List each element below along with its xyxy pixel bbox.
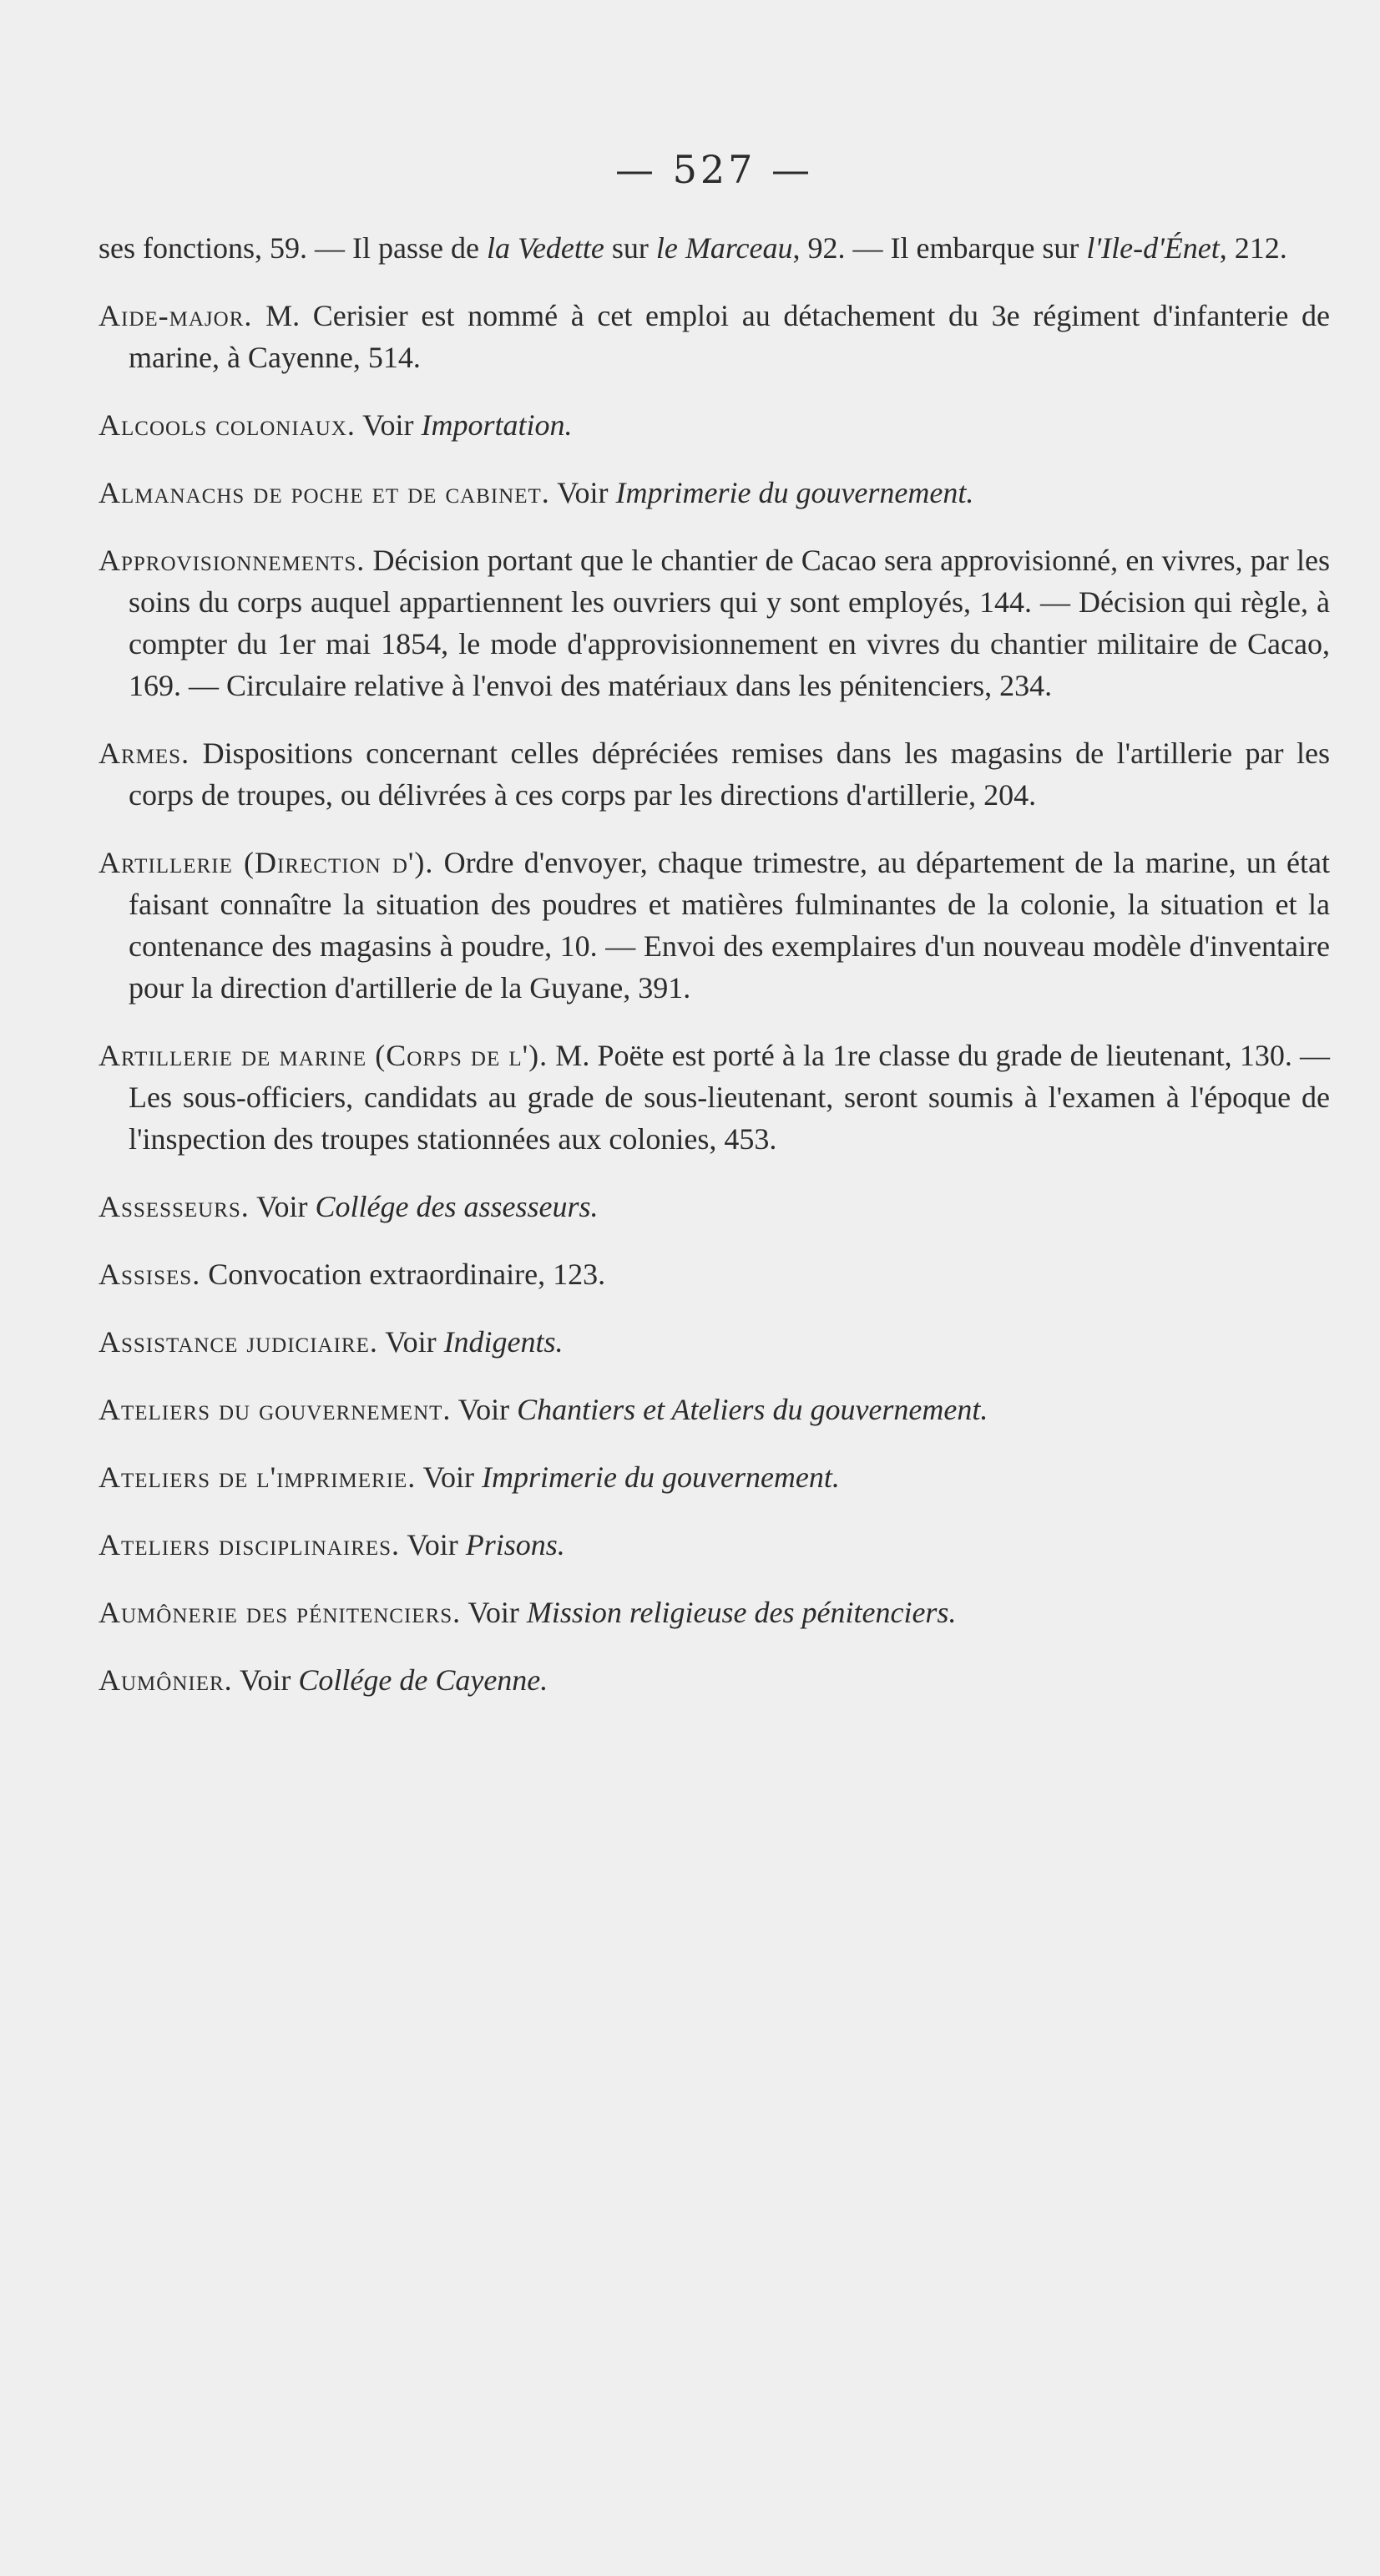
entry-heading: Assesseurs.: [99, 1190, 250, 1223]
cross-reference: Collége des assesseurs.: [315, 1190, 599, 1223]
index-entry: [99, 472, 1330, 514]
cross-reference: Imprimerie du gouvernement.: [482, 1460, 840, 1494]
index-entry: [99, 1253, 1330, 1295]
index-entries: [99, 227, 1330, 1701]
entry-text: M. Cerisier est nommé à cet emploi au détachement du 3e régiment d'infanterie de marine, à Cayenne, 514.: [129, 299, 1330, 374]
entry-heading: Aide-major.: [99, 299, 253, 332]
entry-text: Voir: [249, 1190, 316, 1223]
entry-text: Voir: [451, 1393, 518, 1426]
cross-reference: Prisons.: [465, 1528, 565, 1561]
cross-reference: Indigents.: [443, 1325, 564, 1359]
index-entry: [99, 1524, 1330, 1566]
entry-heading: Ateliers de l'imprimerie.: [99, 1460, 417, 1494]
cross-reference: Mission religieuse des pénitenciers.: [526, 1596, 957, 1629]
index-entry: [99, 227, 1330, 269]
entry-heading: Aumônier.: [99, 1663, 233, 1697]
index-entry: [99, 1456, 1330, 1498]
entry-text: Voir: [400, 1528, 466, 1561]
cross-reference: la Vedette: [486, 231, 604, 265]
entry-text: Voir: [377, 1325, 444, 1359]
index-entry: [99, 1389, 1330, 1430]
cross-reference: Importation.: [421, 408, 573, 442]
entry-text: Voir: [461, 1596, 527, 1629]
index-entry: [99, 539, 1330, 706]
entry-heading: Approvisionnements.: [99, 544, 366, 577]
entry-heading: Aumônerie des pénitenciers.: [99, 1596, 462, 1629]
cross-reference: Chantiers et Ateliers du gouvernement.: [517, 1393, 988, 1426]
entry-text: Voir: [355, 408, 422, 442]
index-entry: [99, 1186, 1330, 1227]
cross-reference: Imprimerie du gouvernement.: [615, 476, 974, 509]
entry-text: , 92. — Il embarque sur: [792, 231, 1087, 265]
entry-text: sur: [604, 231, 656, 265]
entry-text: Voir: [416, 1460, 483, 1494]
index-entry: [99, 1592, 1330, 1633]
index-entry: [99, 1659, 1330, 1701]
entry-heading: Almanachs de poche et de cabinet.: [99, 476, 550, 509]
entry-text: ses fonctions, 59. — Il passe de: [99, 231, 487, 265]
index-entry: [99, 1321, 1330, 1363]
entry-text: , 212.: [1219, 231, 1287, 265]
index-entry: [99, 295, 1330, 378]
index-entry: [99, 1035, 1330, 1160]
page-number: — 527 —: [614, 147, 814, 192]
entry-heading: Ateliers du gouvernement.: [99, 1393, 452, 1426]
entry-text: Dispositions concernant celles dépréciées remises dans les magasins de l'artillerie par les corps de troupes, ou délivrées à ces corps par les directions d'artillerie, 204.: [129, 736, 1330, 812]
index-entry: [99, 404, 1330, 446]
index-entry: [99, 732, 1330, 816]
entry-heading: Assises.: [99, 1258, 201, 1291]
entry-heading: Assistance judiciaire.: [99, 1325, 378, 1359]
entry-heading: Ateliers disciplinaires.: [99, 1528, 401, 1561]
entry-text: Décision portant que le chantier de Cacao sera approvisionné, en vivres, par les soins du corps auquel appartiennent les ouvriers qui y sont employés, 144. — Décision qui règle, à compter du 1er mai 1854, le mode d'approvisionnement en vivres du chantier militaire de Cacao, 169. — Circulaire relative à l'envoi des matériaux dans les pénitenciers, 234.: [129, 544, 1330, 702]
entry-heading: Armes.: [99, 736, 190, 770]
cross-reference: l'Ile-d'Énet: [1086, 231, 1220, 265]
entry-text: Voir: [232, 1663, 299, 1697]
entry-text: M. Poëte est porté à la 1re classe du grade de lieutenant, 130. — Les sous-officiers, candidats au grade de sous-lieutenant, seront soumis à l'examen à l'époque de l'inspection des troupes stationnées aux colonies, 453.: [129, 1039, 1330, 1156]
cross-reference: le Marceau: [655, 231, 793, 265]
entry-text: Voir: [549, 476, 616, 509]
entry-text: Convocation extraordinaire, 123.: [200, 1258, 606, 1291]
entry-heading: Artillerie (Direction d').: [99, 846, 434, 879]
cross-reference: Collége de Cayenne.: [298, 1663, 548, 1697]
index-entry: [99, 842, 1330, 1009]
entry-heading: Artillerie de marine (Corps de l').: [99, 1039, 548, 1072]
entry-text: Ordre d'envoyer, chaque trimestre, au département de la marine, un état faisant connaître la situation des poudres et matières fulminantes de la colonie, la situation et la contenance des magasins à poudre, 10. — Envoi des exemplaires d'un nouveau modèle d'inventaire pour la direction d'artillerie de la Guyane, 391.: [129, 846, 1330, 1005]
entry-heading: Alcools coloniaux.: [99, 408, 356, 442]
